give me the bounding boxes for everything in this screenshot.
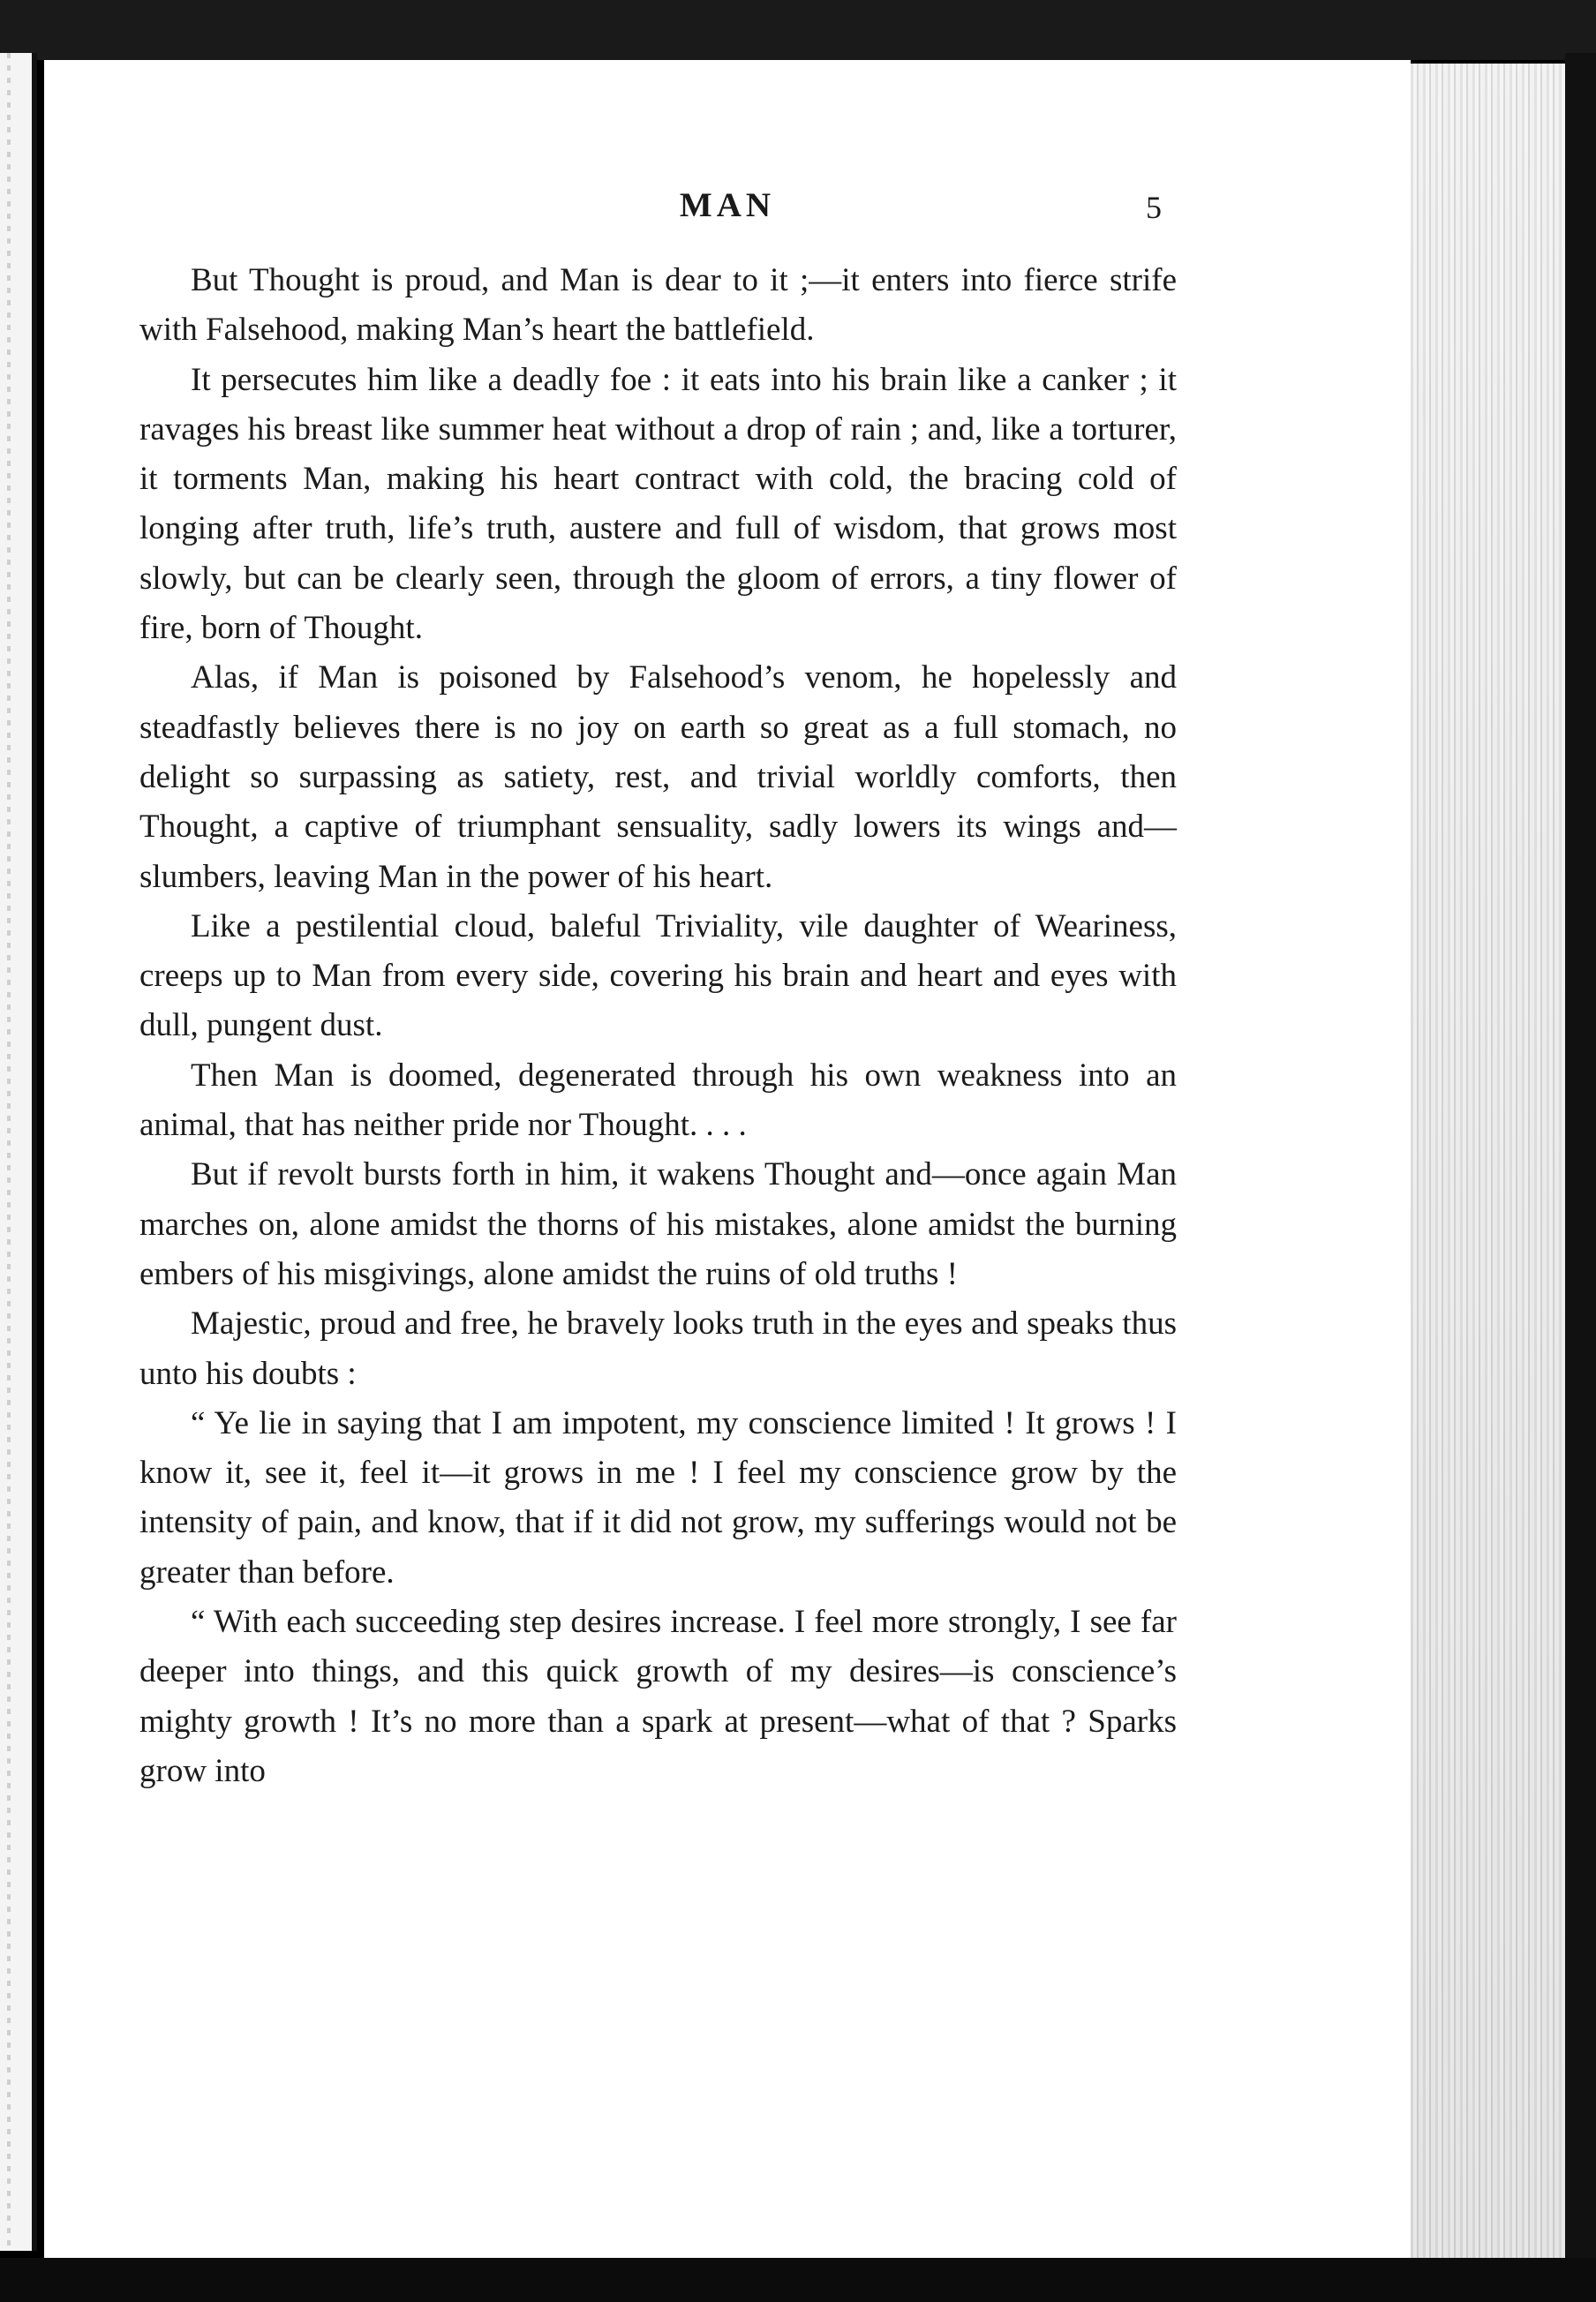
scan-top-border [0,0,1596,60]
previous-page-edge [0,53,37,2251]
paragraph: But Thought is proud, and Man is dear to it ;—it enters into fierce strife with Falsehood, making Man’s heart the battlefield. [139,262,1177,349]
paragraph: Alas, if Man is poisoned by Falsehood’s venom, he hopelessly and steadfastly believes there is no joy on earth so great as a full stomach, no delight so surpassing as satiety, rest, and trivial worldly comforts, then Thought, a captive of triumphant sensuality, sadly lowers its wings and—slumbers, leaving Man in the power of his heart. [139,659,1177,895]
running-head [44,185,1411,238]
paragraph: Like a pestilential cloud, baleful Triviality, vile daughter of Weariness, creeps up to Man from every side, covering his brain and heart and eyes with dull, pungent dust. [139,907,1177,1044]
paragraph: “ With each succeeding step desires increase. I feel more strongly, I see far deeper into things, and this quick growth of my desires—is conscience’s mighty growth ! It’s no more than a spark at present—what of that ? Sparks grow into [139,1604,1177,1789]
page-edge-fringe [7,53,11,2251]
paragraph: “ Ye lie in saying that I am impotent, my conscience limited ! It grows ! I know it, see it, feel it—it grows in me ! I feel my conscience grow by the intensity of pain, and know, that if it did not grow, my sufferings would not be greater than before. [139,1404,1177,1591]
scan-right-border [1565,53,1596,2302]
book-fore-edge [1411,64,1565,2261]
scan-bottom-border [0,2258,1596,2302]
running-title: MAN [679,186,776,224]
paragraph: Majestic, proud and free, he bravely looks truth in the eyes and speaks thus unto his doubts : [139,1305,1177,1392]
paragraph: It persecutes him like a deadly foe : it eats into his brain like a canker ; it ravages his breast like summer heat without a drop of rain ; and, like a torturer, it torments Man, making his heart contract with cold, the bracing cold of longing after truth, life’s truth, austere and full of wisdom, that grows most slowly, but can be clearly seen, through the gloom of errors, a tiny flower of fire, born of Thought. [139,361,1177,647]
book-page [44,60,1411,2258]
body-text [139,256,1177,1796]
page-number: 5 [1146,190,1162,225]
paragraph: Then Man is doomed, degenerated through his own weakness into an animal, that has neither pride nor Thought. . . . [139,1057,1177,1144]
paragraph: But if revolt bursts forth in him, it wakens Thought and—once again Man marches on, alone amidst the thorns of his mistakes, alone amidst the burning embers of his misgivings, alone amidst the ruins of old truths ! [139,1156,1177,1292]
